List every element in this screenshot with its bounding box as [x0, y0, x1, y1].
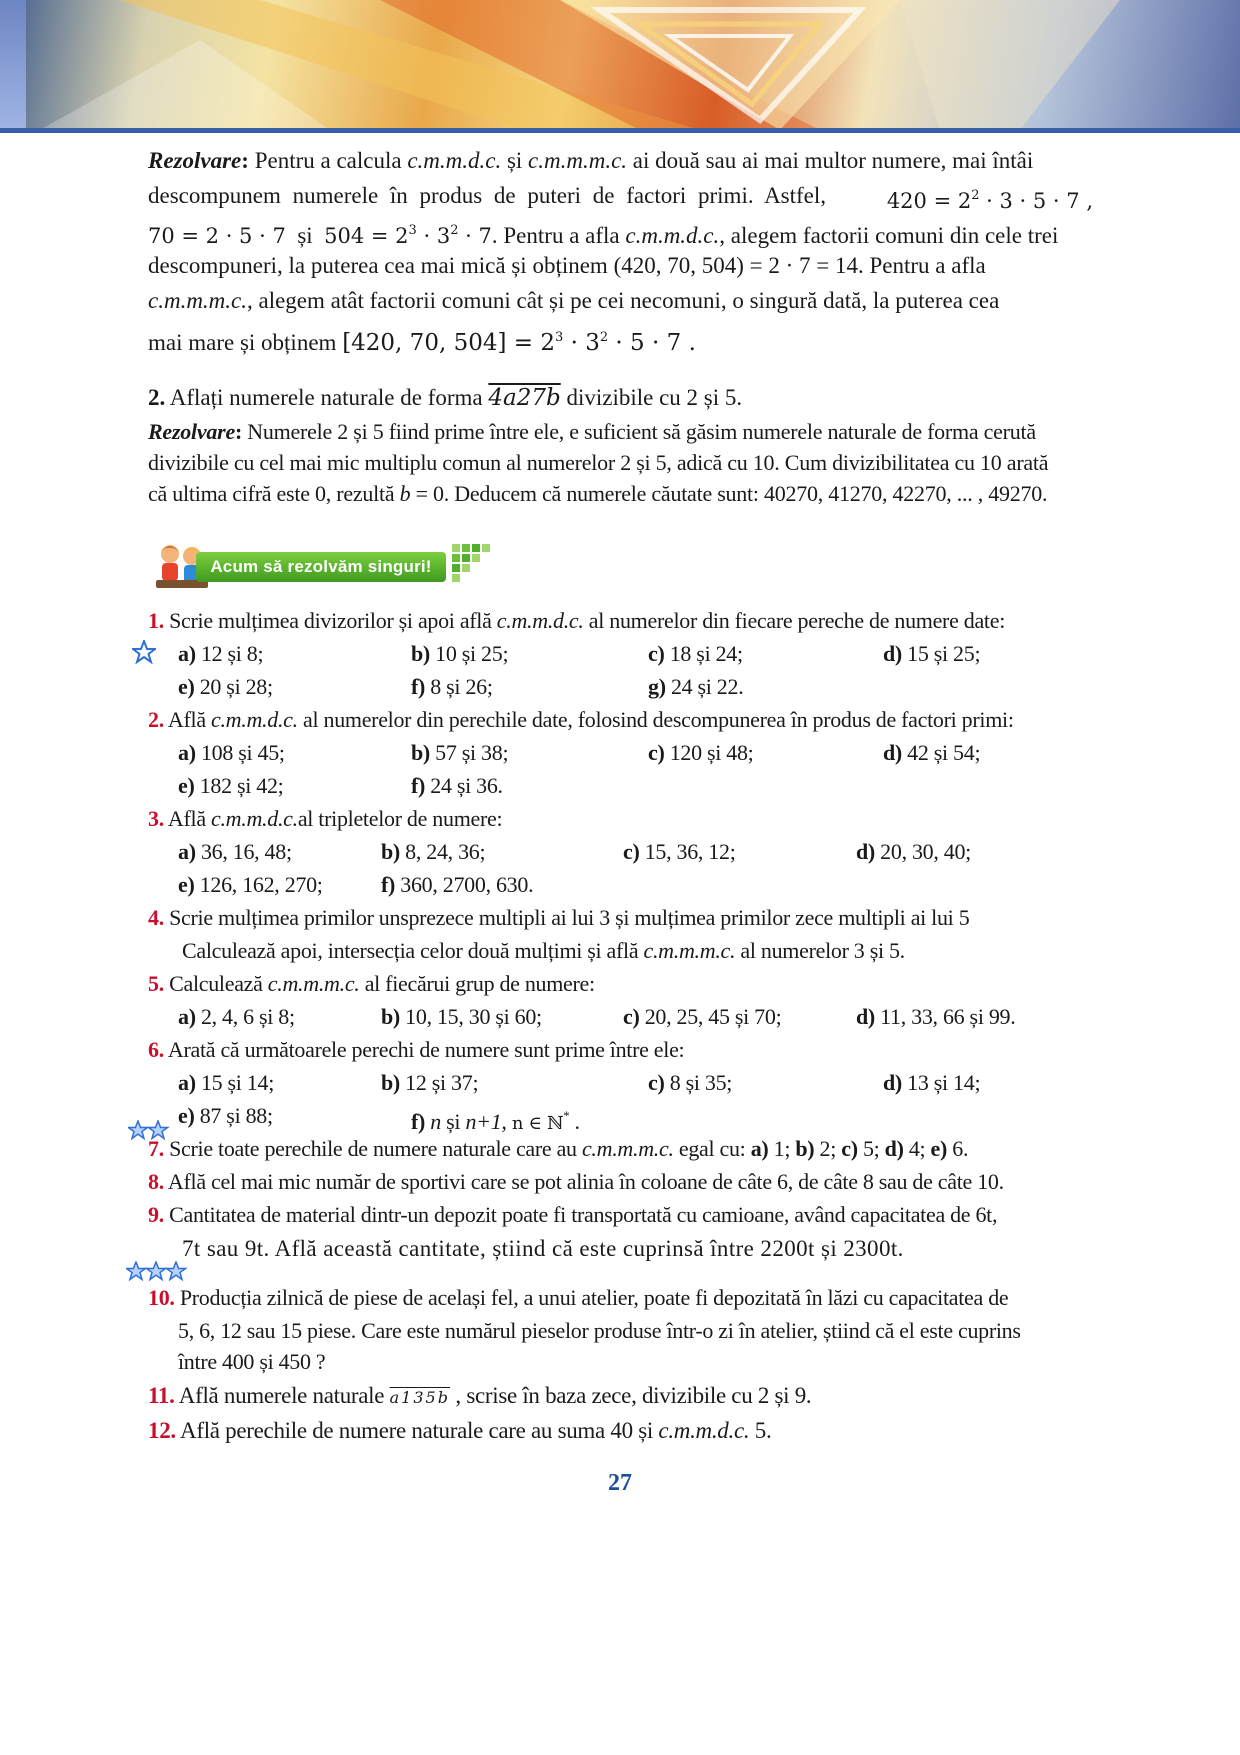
var-b: b — [399, 481, 411, 506]
banner-left-stripe — [0, 0, 26, 128]
item-value: 126, 162, 270; — [199, 872, 323, 897]
text-run: , alegem factorii comuni din cele trei — [719, 223, 1059, 248]
item-value: 108 și 45; — [200, 740, 285, 765]
item-a — [178, 1068, 274, 1098]
text-run: Află cel mai mic număr de sportivi care se pot alinia în coloane de câte 6, de câte 8 sau de câte 10. — [167, 1169, 1004, 1194]
item-label: g) — [648, 674, 666, 699]
text-run: Află perechile de numere naturale care au suma 40 și — [180, 1418, 659, 1443]
text-run: Scrie mulțimea divizorilor și apoi află — [169, 608, 497, 633]
solution-line-5 — [148, 283, 1093, 318]
item-value: 13 și 14; — [907, 1070, 981, 1095]
exercise-number: 7. — [148, 1136, 164, 1161]
item-value: 8, 24, 36; — [405, 839, 486, 864]
item-value: 20 și 28; — [199, 674, 273, 699]
text-run: al numerelor din fiecare pereche de numere date: — [583, 608, 1005, 633]
math-run: 504 = 2 — [324, 224, 409, 248]
item-label: c) — [623, 839, 640, 864]
item-label: e) — [930, 1136, 948, 1161]
var-n-plus-1: n+1 — [465, 1109, 502, 1134]
item-e — [178, 672, 273, 702]
problem-2-solution-1: Rezolvare: Numerele 2 și 5 fiind prime între ele, e suficient să găsim numerele naturale de forma cerută — [148, 419, 1036, 444]
item-label: f) — [411, 674, 426, 699]
solution-line-3 — [148, 213, 1093, 248]
exercise-3-statement — [148, 804, 502, 834]
problem-2-statement — [148, 380, 1093, 416]
section-header-label: Acum să rezolvăm singuri! — [196, 552, 446, 582]
text-run: 5, 6, 12 sau 15 piese. Care este numărul pieselor produse într-o zi în atelier, știind că el este cuprins — [178, 1318, 1021, 1343]
math-run: 420 = 2 — [886, 189, 972, 213]
math-run: · 5 · 7 . — [608, 330, 696, 356]
math-run: · 3 · 5 · 7 , — [979, 189, 1093, 213]
text-run: Arată că următoarele perechi de numere sunt prime între ele: — [167, 1037, 685, 1062]
exponent: 2 — [450, 223, 459, 238]
star-icon — [132, 640, 156, 664]
exercise-number: 5. — [148, 971, 164, 996]
text-run: și — [501, 148, 529, 173]
item-value: 36, 16, 48; — [200, 839, 292, 864]
text-run: Producția zilnică de piese de același fel, a unui atelier, poate fi depozitată în lăzi cu capacitatea de — [179, 1285, 1009, 1310]
exercise-4-statement-2 — [182, 936, 905, 966]
item-label: a) — [750, 1136, 769, 1161]
item-label: a) — [178, 641, 196, 666]
exercise-5-items — [178, 1002, 1078, 1032]
math-run: · 3 — [563, 330, 600, 356]
text-run: al tripletelor de numere: — [297, 806, 503, 831]
banner-rule — [0, 128, 1240, 133]
exercise-9-statement — [148, 1200, 997, 1230]
worked-problem-2 — [148, 380, 1093, 509]
exercise-10-statement — [148, 1283, 1008, 1313]
lcm-term: c.m.m.m.c. — [528, 148, 628, 173]
item-label: b) — [411, 740, 430, 765]
item-a — [178, 837, 292, 867]
text-run: Scrie mulțimea primilor unsprezece multipli ai lui 3 și mulțimea primilor zece multipli ai lui 5 — [169, 905, 970, 930]
header-banner — [0, 0, 1240, 132]
item-value: 2, 4, 6 și 8; — [200, 1004, 295, 1029]
text-run: 5. — [749, 1418, 772, 1443]
item-value: 2; — [819, 1136, 842, 1161]
item-label: a) — [178, 839, 196, 864]
item-label: f) — [411, 773, 426, 798]
exercise-6-statement — [148, 1035, 684, 1065]
exponent: 2 — [599, 330, 609, 345]
item-value: 10, 15, 30 și 60; — [405, 1004, 542, 1029]
exercise-2-items-row-2 — [178, 771, 1078, 801]
item-c — [648, 639, 743, 669]
exponent: 3 — [554, 330, 564, 345]
gcd-term: c.m.m.d.c. — [625, 223, 720, 248]
exercise-6-items-row-2 — [178, 1101, 1078, 1134]
solution-label: Rezolvare — [148, 419, 235, 444]
exponent: 3 — [408, 223, 417, 238]
set-membership: n ∈ ℕ — [511, 1113, 564, 1134]
item-value: 20, 25, 45 și 70; — [644, 1004, 782, 1029]
problem-2-solution-2: divizibile cu cel mai mic multiplu comun al numerelor 2 și 5, adică cu 10. Cum divizibilitatea cu 10 arată — [148, 450, 1049, 475]
page-number: 27 — [608, 1470, 632, 1496]
item-value: 1; — [773, 1136, 796, 1161]
text-run: Cantitatea de material dintr-un depozit poate fi transportată cu camioane, având capacitatea de 6t, — [169, 1202, 998, 1227]
item-value: 10 și 25; — [435, 641, 509, 666]
lcm-term: c.m.m.m.c. — [267, 971, 360, 996]
item-d — [883, 738, 980, 768]
exercise-number: 11. — [148, 1383, 175, 1408]
item-b — [411, 639, 508, 669]
math-420 — [887, 178, 1093, 213]
text-run: , — [501, 1109, 512, 1134]
item-value: 6. — [952, 1136, 969, 1161]
lcm-term: c.m.m.m.c. — [148, 288, 247, 313]
exercise-number: 10. — [148, 1285, 175, 1310]
exercise-1-items-row-2 — [178, 672, 1078, 702]
text-run: Calculează apoi, intersecția celor două mulțimi și află — [182, 938, 644, 963]
item-label: d) — [883, 641, 902, 666]
item-label: d) — [883, 740, 902, 765]
exercise-5-statement — [148, 969, 595, 999]
item-label: f) — [411, 1109, 426, 1134]
item-a — [178, 738, 285, 768]
text-run: Numerele 2 și 5 fiind prime între ele, e suficient să găsim numerele naturale de forma cerută — [247, 419, 1036, 444]
exercise-number: 3. — [148, 806, 164, 831]
item-c — [623, 1002, 781, 1032]
text-run: Pentru a calcula — [254, 148, 408, 173]
solution-line-1: Rezolvare: Pentru a calcula c.m.m.d.c. și c.m.m.m.c. ai două sau ai mai multor numere, mai întâi — [148, 148, 1034, 173]
text-run: , alegem atât factorii comuni cât și pe cei necomuni, o singură dată, la puterea cea — [247, 288, 1000, 313]
item-f — [381, 870, 533, 900]
item-value: 360, 2700, 630. — [400, 872, 534, 897]
text-run: mai mare și obținem — [148, 330, 343, 355]
exercise-2-items-row-1 — [178, 738, 1078, 768]
item-label: b) — [381, 1070, 400, 1095]
var-n: n — [430, 1109, 441, 1134]
exercise-number: 1. — [148, 608, 164, 633]
lcm-term: c.m.m.m.c. — [581, 1136, 674, 1161]
item-value: 12 și 8; — [200, 641, 264, 666]
item-c — [623, 837, 736, 867]
item-label: d) — [856, 1004, 875, 1029]
item-label: c) — [648, 1070, 665, 1095]
item-value: 5; — [862, 1136, 885, 1161]
item-value: 8 și 26; — [430, 674, 493, 699]
text-run: = 0. Deducem că numerele căutate sunt: 40270, 41270, 42270, ... , 49270. — [410, 481, 1048, 506]
item-value: 12 și 37; — [405, 1070, 479, 1095]
gcd-term: c.m.m.d.c. — [211, 707, 298, 732]
exercise-10-statement-3 — [178, 1347, 325, 1377]
item-label: b) — [411, 641, 430, 666]
text-run: . — [569, 1109, 580, 1134]
item-label: c) — [648, 740, 665, 765]
item-b — [381, 1068, 478, 1098]
item-f — [411, 672, 493, 702]
item-label: e) — [178, 773, 195, 798]
item-value: 8 și 35; — [669, 1070, 733, 1095]
exponent: 2 — [971, 188, 980, 203]
item-value: 24 și 36. — [430, 773, 503, 798]
item-g — [648, 672, 743, 702]
text-run: Aflați numerele naturale de forma — [165, 385, 489, 410]
item-label: a) — [178, 1070, 196, 1095]
solution-line-2 — [148, 178, 1093, 213]
text-run: descompunem numerele în produs de puteri de factori primi. Astfel, — [148, 183, 827, 208]
exercise-3-items-row-1 — [178, 837, 1078, 867]
item-label: e) — [178, 872, 195, 897]
exercise-1-items-row-1 — [178, 639, 1078, 669]
item-value: 24 și 22. — [670, 674, 744, 699]
exercise-7-statement — [148, 1134, 968, 1164]
exercise-10-statement-2 — [178, 1316, 1021, 1346]
item-label: e) — [178, 674, 195, 699]
text-run: Scrie toate perechile de numere naturale care au — [169, 1136, 582, 1161]
text-run: , scrise în baza zece, divizibile cu 2 și 9. — [449, 1383, 812, 1408]
gcd-term: c.m.m.d.c. — [407, 148, 502, 173]
exercise-number: 2. — [148, 707, 164, 732]
text-run: între 400 și 450 ? — [178, 1349, 326, 1374]
text-run: Află numerele naturale — [178, 1383, 390, 1408]
lcm-term: c.m.m.m.c. — [643, 938, 736, 963]
text-run: al numerelor 3 și 5. — [735, 938, 905, 963]
banner-graphic — [0, 0, 1240, 130]
exercise-3-items-row-2 — [178, 870, 1078, 900]
item-b — [381, 837, 485, 867]
text-run: al numerelor din perechile date, folosind descompunerea în produs de factori primi: — [297, 707, 1014, 732]
number-form: a135b — [389, 1388, 450, 1407]
gcd-term: c.m.m.d.c. — [496, 608, 584, 633]
item-f — [411, 771, 503, 801]
item-label: c) — [841, 1136, 858, 1161]
item-label: b) — [795, 1136, 815, 1161]
math-lcm-result — [342, 330, 696, 356]
item-label: e) — [178, 1103, 195, 1128]
problem-2-solution-3 — [148, 478, 1093, 509]
math-run: · 3 — [416, 224, 451, 248]
solution-line-4: descompuneri, la puterea cea mai mică și obținem (420, 70, 504) = 2 · 7 = 14. Pentru a afla — [148, 253, 986, 278]
item-value: 87 și 88; — [199, 1103, 273, 1128]
text-run: ai două sau ai mai multor numere, mai întâi — [627, 148, 1034, 173]
text-run: că ultima cifră este 0, rezultă — [148, 481, 400, 506]
item-e — [178, 771, 284, 801]
exercise-number: 8. — [148, 1169, 164, 1194]
text-run: Află — [167, 707, 211, 732]
text-run: egal cu: — [673, 1136, 751, 1161]
number-form: 4a27b — [488, 385, 561, 411]
item-a — [178, 639, 263, 669]
item-d — [883, 1068, 980, 1098]
exercise-number: 9. — [148, 1202, 164, 1227]
exercise-number: 4. — [148, 905, 164, 930]
exercise-number: 12. — [148, 1418, 176, 1443]
math-504 — [324, 224, 492, 248]
text-run: divizibile cu 2 și 5. — [560, 385, 743, 410]
text-run: Calculează — [169, 971, 268, 996]
text-run: . Pentru a afla — [491, 223, 626, 248]
text-run: și — [440, 1109, 466, 1134]
item-value: 15 și 25; — [907, 641, 981, 666]
item-label: a) — [178, 740, 196, 765]
item-value: 4; — [908, 1136, 931, 1161]
math-run: · 7 — [458, 224, 492, 248]
grid-decoration — [452, 544, 492, 584]
solution-label: Rezolvare — [148, 148, 242, 173]
item-a — [178, 1002, 295, 1032]
item-value: 182 și 42; — [199, 773, 284, 798]
text-run: și — [285, 223, 325, 248]
item-value: 15, 36, 12; — [644, 839, 736, 864]
solution-line-6 — [148, 318, 1093, 358]
solution-paragraph — [148, 143, 1093, 358]
exercise-1-statement — [148, 606, 1005, 636]
item-label: d) — [884, 1136, 904, 1161]
text-run: Află — [167, 806, 211, 831]
item-label: b) — [381, 839, 400, 864]
item-e — [178, 870, 323, 900]
item-label: f) — [381, 872, 396, 897]
item-value: 11, 33, 66 și 99. — [880, 1004, 1016, 1029]
item-label: b) — [381, 1004, 400, 1029]
math-70: 70 = 2 · 5 · 7 — [148, 224, 286, 248]
item-d — [856, 1002, 1015, 1032]
item-e — [178, 1101, 273, 1131]
section-header — [150, 542, 480, 588]
item-label: d) — [883, 1070, 902, 1095]
item-value: 57 și 38; — [435, 740, 509, 765]
exercise-number: 6. — [148, 1037, 164, 1062]
item-label: d) — [856, 839, 875, 864]
three-stars-icon — [126, 1261, 188, 1283]
item-value: 18 și 24; — [669, 641, 743, 666]
item-value: 15 și 14; — [200, 1070, 275, 1095]
item-c — [648, 738, 754, 768]
gcd-term: c.m.m.d.c. — [658, 1418, 750, 1443]
exponent: * — [563, 1108, 570, 1123]
text-run: al fiecărui grup de numere: — [359, 971, 595, 996]
item-b — [411, 738, 508, 768]
problem-number: 2. — [148, 385, 166, 410]
text-run: 7t sau 9t. Află această cantitate, știind că este cuprinsă între 2200t și 2300t. — [182, 1236, 904, 1261]
exercise-12-statement — [148, 1416, 771, 1446]
item-label: a) — [178, 1004, 196, 1029]
item-c — [648, 1068, 732, 1098]
item-value: 120 și 48; — [669, 740, 754, 765]
exercise-4-statement — [148, 903, 969, 933]
item-d — [883, 639, 980, 669]
item-b — [381, 1002, 542, 1032]
exercise-6-items-row-1 — [178, 1068, 1078, 1098]
gcd-term: c.m.m.d.c. — [211, 806, 298, 831]
item-label: c) — [623, 1004, 640, 1029]
exercise-2-statement — [148, 705, 1014, 735]
exercise-9-statement-2 — [182, 1234, 904, 1264]
math-run: [420, 70, 504] = 2 — [342, 330, 555, 356]
item-d — [856, 837, 971, 867]
exercise-11-statement — [148, 1381, 811, 1411]
item-value: 20, 30, 40; — [880, 839, 971, 864]
item-value: 42 și 54; — [907, 740, 981, 765]
item-label: c) — [648, 641, 665, 666]
exercise-8-statement — [148, 1167, 1004, 1197]
